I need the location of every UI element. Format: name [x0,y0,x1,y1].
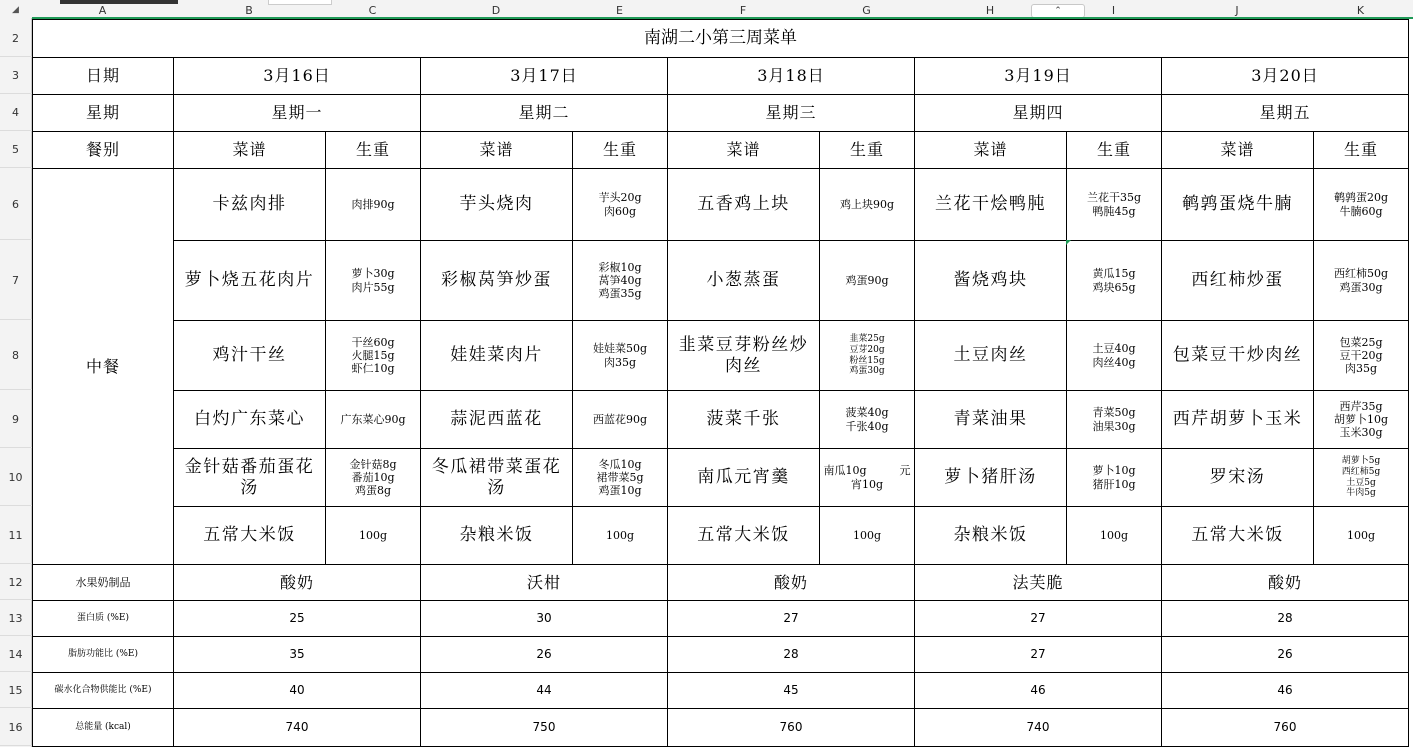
dish-weight[interactable] [820,169,915,241]
row-header-9[interactable]: 9 [0,390,32,448]
label-fruit-dairy[interactable]: 水果奶制品 [33,565,174,601]
day-date[interactable]: 3月18日 [668,58,915,95]
day-weekday[interactable]: 星期二 [421,95,668,132]
weight-line: 韭菜25g [849,333,885,344]
weight-line: 鸡块65g [1092,280,1136,294]
weight-line: 彩椒10g [598,260,642,274]
dish-name[interactable]: 鹌鹑蛋烧牛腩 [1162,169,1314,241]
weight-line: 萝卜30g [351,267,395,281]
nutrition-protein[interactable]: 27 [668,601,915,637]
dish-name[interactable]: 杂粮米饭 [915,507,1067,565]
weight-line: 土豆5g [1346,477,1376,488]
label-protein[interactable]: 蛋白质 (%E) [33,601,174,637]
dish-name[interactable]: 白灼广东菜心 [174,391,326,449]
dish-weight[interactable] [820,391,915,449]
label-energy[interactable]: 总能量 (kcal) [33,709,174,747]
label-meal-type[interactable]: 餐别 [33,132,174,169]
dish-weight[interactable] [326,169,421,241]
nutrition-protein[interactable]: 28 [1162,601,1409,637]
dish-weight[interactable] [326,241,421,321]
dish-weight[interactable] [326,449,421,507]
label-date[interactable]: 日期 [33,58,174,95]
nutrition-carb[interactable]: 46 [1162,673,1409,709]
nutrition-fat[interactable]: 26 [1162,637,1409,673]
dish-weight[interactable] [573,449,668,507]
nutrition-carb[interactable]: 45 [668,673,915,709]
fruit-dairy-item[interactable]: 酸奶 [668,565,915,601]
weight-line: 鸡蛋30g [1339,280,1383,294]
weight-line: 肉丝40g [1092,355,1136,369]
weight-line: 金针菇8g [349,457,397,471]
dish-weight[interactable] [1067,169,1162,241]
header-recipe[interactable]: 菜谱 [421,132,573,169]
dish-weight[interactable] [326,391,421,449]
weight-line: 西红柿5g [1341,466,1381,477]
column-header-i[interactable]: I [1111,4,1116,17]
day-date[interactable]: 3月17日 [421,58,668,95]
weight-line: 肉排90g [351,197,395,211]
dish-name[interactable]: 娃娃菜肉片 [421,321,573,391]
dish-name[interactable]: 西红柿炒蛋 [1162,241,1314,321]
nutrition-energy[interactable]: 740 [915,709,1162,747]
dish-name[interactable]: 罗宋汤 [1162,449,1314,507]
weight-line: 100g [1099,528,1129,542]
weight-line: 裙带菜5g [596,470,644,484]
dish-weight[interactable] [326,321,421,391]
header-raw-weight[interactable]: 生重 [573,132,668,169]
label-fat[interactable]: 脂肪功能比 (%E) [33,637,174,673]
row-header-15[interactable]: 15 [0,672,32,708]
row-header-5[interactable]: 5 [0,131,32,168]
weight-line: 干丝60g [351,335,395,349]
weight-line: 鸡蛋30g [849,366,885,377]
weight-line: 粉丝15g [849,355,885,366]
nutrition-protein[interactable]: 27 [915,601,1162,637]
weight-line: 100g [1346,528,1376,542]
weight-line: 鸡蛋10g [598,484,642,498]
weight-line: 冬瓜10g [598,457,642,471]
fruit-dairy-item[interactable]: 沃柑 [421,565,668,601]
weight-line: 黄瓜15g [1092,267,1136,281]
dish-name[interactable]: 土豆肉丝 [915,321,1067,391]
dish-weight[interactable] [1067,391,1162,449]
dish-name[interactable]: 五常大米饭 [174,507,326,565]
day-date[interactable]: 3月16日 [174,58,421,95]
weight-line: 肉35g [603,355,637,369]
row-header-14[interactable]: 14 [0,636,32,672]
dish-name[interactable]: 卡兹肉排 [174,169,326,241]
dish-name[interactable]: 杂粮米饭 [421,507,573,565]
header-recipe[interactable]: 菜谱 [915,132,1067,169]
column-header-b[interactable]: B [245,4,253,17]
dish-name[interactable]: 韭菜豆芽粉丝炒肉丝 [668,321,820,391]
row-header-8[interactable]: 8 [0,320,32,390]
dish-name[interactable]: 萝卜猪肝汤 [915,449,1067,507]
weight-line: 西芹35g [1339,399,1383,413]
weight-line: 胡萝卜5g [1341,455,1381,466]
dish-weight[interactable] [1067,449,1162,507]
weight-line: 莴笋40g [598,273,642,287]
dish-weight[interactable] [1314,391,1409,449]
day-weekday[interactable]: 星期四 [915,95,1162,132]
nutrition-carb[interactable]: 46 [915,673,1162,709]
weight-line: 肉片55g [351,280,395,294]
weight-line: 鸡蛋8g [354,484,392,498]
row-header-11[interactable]: 11 [0,506,32,564]
weight-line: 100g [358,528,388,542]
column-header-e[interactable]: E [616,4,623,17]
header-recipe[interactable]: 菜谱 [1162,132,1314,169]
weight-line: 油果30g [1092,419,1136,433]
dish-weight[interactable] [1314,241,1409,321]
weight-line: 土豆40g [1092,342,1136,356]
weight-line: 娃娃菜50g [592,342,648,356]
dish-name[interactable]: 蒜泥西蓝花 [421,391,573,449]
dish-name[interactable]: 彩椒莴笋炒蛋 [421,241,573,321]
row-separator [0,745,32,746]
day-weekday[interactable]: 星期五 [1162,95,1409,132]
nutrition-energy[interactable]: 760 [1162,709,1409,747]
column-header-g[interactable]: G [862,4,871,17]
dish-weight[interactable] [1314,321,1409,391]
weight-line: 鹌鹑蛋20g [1333,191,1389,205]
header-raw-weight[interactable]: 生重 [820,132,915,169]
cell-comment-marker [1066,240,1071,245]
column-header-a[interactable]: A [98,4,107,17]
day-weekday[interactable]: 星期三 [668,95,915,132]
weight-line: 番茄10g [351,470,395,484]
header-raw-weight[interactable]: 生重 [1314,132,1409,169]
weight-line: 虾仁10g [351,362,395,376]
dish-weight[interactable] [573,241,668,321]
dish-name[interactable]: 兰花干烩鸭肫 [915,169,1067,241]
dish-name[interactable]: 西芹胡萝卜玉米 [1162,391,1314,449]
dish-name[interactable]: 菠菜千张 [668,391,820,449]
header-raw-weight[interactable]: 生重 [326,132,421,169]
dish-weight[interactable] [1314,449,1409,507]
weight-line: 猪肝10g [1092,477,1136,491]
dish-weight[interactable] [820,241,915,321]
nutrition-energy[interactable]: 750 [421,709,668,747]
dish-name[interactable]: 芋头烧肉 [421,169,573,241]
dish-name[interactable]: 五常大米饭 [1162,507,1314,565]
header-recipe[interactable]: 菜谱 [174,132,326,169]
weight-line: 千张40g [845,419,889,433]
dish-weight[interactable] [573,321,668,391]
dish-weight[interactable] [1067,241,1162,321]
header-raw-weight[interactable]: 生重 [1067,132,1162,169]
weight-line: 西蓝花90g [592,412,648,426]
weight-line: 菠菜40g [845,406,889,420]
row-header-6[interactable]: 6 [0,168,32,240]
header-recipe[interactable]: 菜谱 [668,132,820,169]
weight-line: 兰花干35g [1086,191,1142,205]
weight-line: 肉60g [603,204,637,218]
dish-weight[interactable] [1067,321,1162,391]
dish-name[interactable]: 金针菇番茄蛋花汤 [174,449,326,507]
dish-name[interactable]: 冬瓜裙带菜蛋花汤 [421,449,573,507]
nutrition-fat[interactable]: 26 [421,637,668,673]
weight-line: 西红柿50g [1333,267,1389,281]
dish-weight[interactable] [1314,507,1409,565]
dish-weight[interactable] [820,449,915,507]
column-header-j[interactable]: J [1235,4,1239,17]
dish-name[interactable]: 包菜豆干炒肉丝 [1162,321,1314,391]
column-header-h[interactable]: H [985,4,995,17]
day-date[interactable]: 3月20日 [1162,58,1409,95]
dish-weight[interactable] [573,507,668,565]
weight-line: 豆芽20g [849,344,885,355]
row-header-2[interactable]: 2 [0,19,32,57]
weight-line: 鸡蛋35g [598,287,642,301]
weight-line: 100g [852,528,882,542]
dish-name[interactable]: 南瓜元宵羹 [668,449,820,507]
weight-line: 肉35g [1344,362,1378,376]
dish-name[interactable]: 萝卜烧五花肉片 [174,241,326,321]
label-lunch[interactable]: 中餐 [33,169,174,565]
weight-line: 鸡蛋90g [845,273,889,287]
nutrition-energy[interactable]: 760 [668,709,915,747]
weight-line: 芋头20g [598,191,642,205]
nutrition-protein[interactable]: 30 [421,601,668,637]
weight-line: 豆干20g [1339,348,1383,362]
dish-name[interactable]: 小葱蒸蛋 [668,241,820,321]
fruit-dairy-item[interactable]: 酸奶 [1162,565,1409,601]
fruit-dairy-item[interactable]: 法芙脆 [915,565,1162,601]
dish-weight[interactable] [1314,169,1409,241]
dish-weight[interactable] [326,507,421,565]
dish-name[interactable]: 五常大米饭 [668,507,820,565]
dish-name[interactable]: 青菜油果 [915,391,1067,449]
weight-line: 牛腩60g [1339,204,1383,218]
dish-name[interactable]: 酱烧鸡块 [915,241,1067,321]
dish-weight[interactable] [1067,507,1162,565]
menu-title[interactable]: 南湖二小第三周菜单 [33,20,1409,58]
dish-weight[interactable] [820,507,915,565]
nutrition-fat[interactable]: 35 [174,637,421,673]
weight-line: 广东菜心90g [340,412,406,426]
row-header-4[interactable]: 4 [0,94,32,131]
nutrition-carb[interactable]: 40 [174,673,421,709]
weight-line: 火腿15g [351,348,395,362]
select-all-triangle-icon[interactable]: ◢ [12,5,19,15]
weight-line: 包菜25g [1339,335,1383,349]
row-header-7[interactable]: 7 [0,240,32,320]
day-date[interactable]: 3月19日 [915,58,1162,95]
weight-line: 鸡上块90g [839,197,895,211]
dish-weight[interactable] [573,169,668,241]
row-header-12[interactable]: 12 [0,564,32,600]
fruit-dairy-item[interactable]: 酸奶 [174,565,421,601]
row-header-10[interactable]: 10 [0,448,32,506]
dish-weight[interactable] [820,321,915,391]
dish-weight[interactable] [573,391,668,449]
nutrition-carb[interactable]: 44 [421,673,668,709]
column-header-k[interactable]: K [1356,4,1365,17]
weight-line: 胡萝卜10g [1333,412,1389,426]
nutrition-fat[interactable]: 27 [915,637,1162,673]
dish-name[interactable]: 鸡汁干丝 [174,321,326,391]
row-header-3[interactable]: 3 [0,57,32,94]
weight-line: 青菜50g [1092,406,1136,420]
day-weekday[interactable]: 星期一 [174,95,421,132]
row-header-13[interactable]: 13 [0,600,32,636]
row-header-16[interactable]: 16 [0,708,32,746]
weight-line: 100g [605,528,635,542]
weight-line: 牛肉5g [1346,488,1376,499]
column-header-d[interactable]: D [491,4,501,17]
nutrition-energy[interactable]: 740 [174,709,421,747]
nutrition-fat[interactable]: 28 [668,637,915,673]
weight-line: 萝卜10g [1092,464,1136,478]
column-header-c[interactable]: C [368,4,377,17]
weight-line: 玉米30g [1339,426,1383,440]
dish-name[interactable]: 五香鸡上块 [668,169,820,241]
nutrition-protein[interactable]: 25 [174,601,421,637]
chevron-up-icon[interactable]: ⌃ [1031,4,1085,18]
column-header-f[interactable]: F [739,4,747,17]
weight-line: 鸭肫45g [1092,204,1136,218]
menu-table [32,19,1409,747]
label-weekday[interactable]: 星期 [33,95,174,132]
label-carb[interactable]: 碳水化合物供能比 (%E) [33,673,174,709]
weight-line: 南瓜10g 元宵10g [823,464,911,491]
